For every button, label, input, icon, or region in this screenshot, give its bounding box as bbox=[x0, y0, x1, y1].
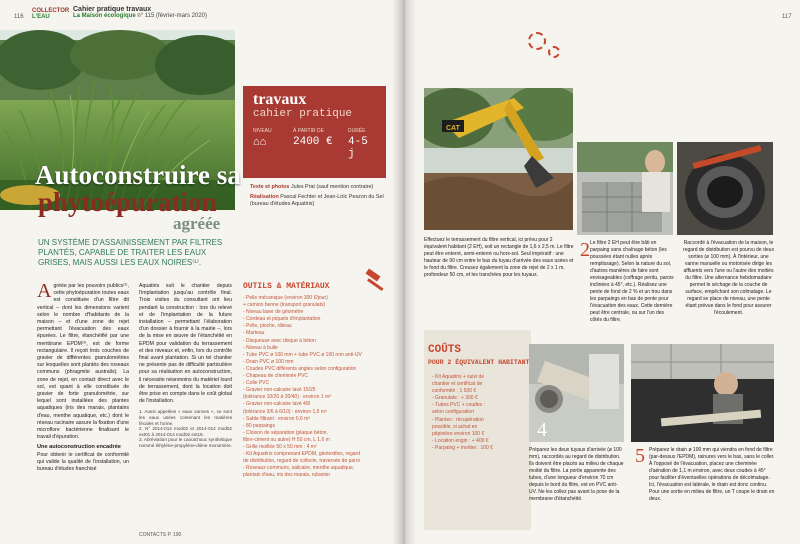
page-number-left: 116 bbox=[14, 14, 24, 20]
hammer-icon bbox=[362, 268, 390, 296]
tools-list: - Pelle mécanique (environ 300 €/jour) + camion benne (transport granulats) - Niveau laser de géomètre - Cordeau et piquets d'implantation - Pelle, pioche, râteau - Marteau - Disqueuse avec disque à béton - Niveau à bulle - Tube PVC ø 100 mm + tube PVC ø 100 mm anti-UV - Drain PVC ø 100 mm - Coudes PVC différents angles selon configuration - Chapeau de cheminée PVC - Colle PVC - Gravier non-calcaire lavé 15/25 (tolérance 10/20 à 20/40) : environ 1 m³ - Gravier non-calcaire lavé 4/8 (tolérance 3/6 à 6/10) : environ 1,5 m³ - Sable filtrant : environ 0,6 m³ - 80 parpaings - Cloison de séparation (plaque béton, fibre-ciment ou autre) H 50 cm, L 1,6 m - Grille moillée 50 x 50 mm : 4 m² - Kit Aquatiris comprenant EPDM, géotextiles, regard de distribution, regard de collecte, traversée de paroi - Roseaux communs, salicaire, menthe aquatique, plantain d'eau, iris des marais, rubanier bbox=[243, 295, 362, 479]
costs-list: - Kit Aquatiris + suivi de chantier et certificat de conformité : 1 500 € - Granulats : + 300 € - Tubes PVC + coudes : selon configuration - Plantes : récupération possible, si achat en pépinière environ 100 € - Location engin : + 400 € - Parpaing + mortier : 100 € bbox=[432, 374, 494, 451]
blockwork-photo bbox=[577, 142, 673, 235]
section-label: COLLECTOR L'EAU bbox=[32, 8, 70, 20]
step-1-caption: Effectuez le terrassement du filtre vertical, ici prévu pour 2 équivalent habitant (2 EH), soit un rectangle de 1,6 x 2,5 m. Le filtre peut être enterré, semi-enterré ou hors-sol. Seul impératif : une hauteur de 90 cm entre le bas du tuyau d'arrivée des eaux usées et le fond du filtre. Creusez également la zone de rejet de 2 x 1 m, profondeur 50 cm, et les tranchées pour les tuyaux. bbox=[424, 237, 574, 278]
box-title: travaux bbox=[253, 91, 307, 108]
title-line-2: phytoépuration bbox=[38, 187, 217, 217]
title-line-3: agréée bbox=[173, 214, 221, 233]
costs-subtitle: POUR 2 ÉQUIVALENT HABITANT bbox=[428, 359, 530, 366]
niveau-value: ⌂⌂ bbox=[253, 136, 267, 148]
distribution-box-photo bbox=[677, 142, 773, 235]
costs-box bbox=[424, 330, 531, 530]
pipe-photo bbox=[529, 344, 624, 442]
step-2-caption: Le filtre 2 EH peut être bâti en parpaing sans chaînage béton (les poussées étant nulles après remplissage). Selon la nature du sol, d'autres manières de faire sont envisageables (coffrage perdu, parois inclinées à 45°, etc.). Réalisez une pente de fond de 2 % et un trou dans les parpaings en bas de pente pour l'évacuation des eaux. Cette dernière peut être centrale, ou sur l'un des côtés du filtre. bbox=[590, 240, 674, 323]
drain-photo bbox=[631, 344, 774, 442]
step-5-caption: Préparez le drain ø 100 mm qui viendra en fond de filtre (par-dessus l'EPDM), rainures vers le bas, sans le coller. À l'opposé de l'évacuation, placez une cheminée d'aération de 1,1 m environ, avec deux coudes à 45° pour faciliter d'éventuelles opérations de décolmatage. Ici, l'évacuation est latérale, le drain est donc continu. Pour une sortie en milieu de filtre, un T coupe le drain en deux. bbox=[649, 447, 775, 502]
svg-text:CAT: CAT bbox=[446, 125, 460, 132]
right-page bbox=[400, 0, 800, 544]
project-stats: NIVEAU ⌂⌂ À PARTIR DE 2400 € DURÉE 4-5 j bbox=[253, 128, 378, 168]
gear-icon-small bbox=[548, 46, 560, 58]
step-5-number: 5 bbox=[635, 445, 645, 467]
body-column-1: A gréée par les pouvoirs publics⁽²⁾, cette phytoépuration toutes eaux est constituée d'un filtre dit vertical – dont les dimensions varient selon le nombre d'habitants de la maison – et d'une zone de rejet permettant l'évacuation des eaux épurées. Le filtre, étanchéifié par une membrane EPDM⁽³⁾, est de forme rectangulaire. Il reçoit trois couches de gravier de différentes granulométries sur lesquelles sont plantés des roseaux communs (phragmite australis). La zone de rejet, en contact direct avec le sol, est quant à elle constituée de gravier de forte granulométrie, sur lequel sont installées des plantes aquatiques (iris des marais, plantains d'eau, menthe aquatique, etc.) dont le réseau racinaire assure la fixation d'une microflore bactérienne finalisant le travail d'épuration. Une autoconstruction encadrée Pour obtenir le certificat de conformité qui valide la qualité de l'installation, un bureau d'études franchisé bbox=[37, 280, 129, 473]
lead-paragraph: UN SYSTÈME D'ASSAINISSEMENT PAR FILTRES PLANTÉS, CAPABLE DE TRAITER LES EAUX GRISES, MAIS AUSSI LES EAUX NOIRES⁽¹⁾. bbox=[38, 238, 223, 267]
box-subtitle: cahier pratique bbox=[253, 108, 353, 120]
page-gutter bbox=[392, 0, 416, 544]
budget-value: 2400 € bbox=[293, 136, 333, 148]
body-column-2: Aquatiris suit le chantier depuis l'implantation jusqu'au contrôle final. Trois visites du consultant ont lieu pendant la construction : lors du relevé et de l'implantation de la future installation – permettant l'élaboration d'un dossier à fournir à la mairie –, lors de la mise en œuvre de l'étanchéité en EPDM pour validation du terrassement et des niveaux et, enfin, lors du contrôle final avant plantation. Si un tel chantier ne présente pas de difficulté particulière pour sa réalisation en autoconstruction, il nécessite néanmoins du matériel lourd de terrassement, dont la location doit être prise en compte dans le coût global de l'installation. 1. Aussi appelées « eaux vannes », ce sont les eaux usées contenant les matières fécales et l'urine. 2. N° 2014-014 mod02 et 2014-014 mod02 ext01 à 2014-014 mod02 ext19. 3. Abréviation pour le caoutchouc synthétique nommé éthylène-propylène-diène monomère. bbox=[139, 283, 232, 449]
subheading: Une autoconstruction encadrée bbox=[37, 444, 121, 451]
step-4-caption: Préparez les deux tuyaux d'arrivée (ø 100 mm), raccordés au regard de distribution. Ils doivent être placés au milieu de chaque moitié du filtre. La portie apparente des tubes, d'une longueur d'environ 70 cm depuis le bord du filtre, est en PVC anti-UV. Ne les collez pas avant la pose de la membrane d'étanchéité. bbox=[529, 447, 624, 502]
costs-title: COÛTS bbox=[428, 344, 462, 356]
tools-title: OUTILS & MATÉRIAUX bbox=[243, 282, 330, 291]
page-number-right: 117 bbox=[782, 14, 792, 20]
step-3-caption: Raccordé à l'évacuation de la maison, le regard de distribution est pourvu de deux sorties (ø 100 mm). À l'intérieur, une vanne manuelle ou motorisée dirige les affluents vers l'une ou l'autre des moitiés du filtre. Une alternance hebdomadaire permet le séchage de la couche de surface, empêchant son colmatage. Le regard se place de niveau, une pente étant prévue dans le fond pour assurer l'écoulement. bbox=[683, 240, 774, 316]
project-info-box bbox=[243, 86, 386, 178]
step-4-number: 4 bbox=[537, 419, 547, 441]
footnotes: 1. Aussi appelées « eaux vannes », ce sont les eaux usées contenant les matières fécales et l'urine. 2. N° 2014-014 mod02 et 2014-014 mod02 ext01 à 2014-014 mod02 ext19. 3. Abréviation pour le caoutchouc synthétique nommé éthylène-propylène-diène monomère. bbox=[139, 409, 232, 449]
duree-value: 4-5 j bbox=[348, 136, 368, 160]
credits: Texte et photos Jules Prat (sauf mention contraire) Réalisation Pascal Fechter et Jean-Loïc Peszon du Sel (bureau d'études Aquatiris) bbox=[250, 184, 384, 207]
contacts-ref: CONTACTS P. 190 bbox=[139, 532, 182, 538]
gear-icon bbox=[528, 32, 546, 50]
page-header: Cahier pratique travaux La Maison écologique n° 115 (février-mars 2020) bbox=[73, 6, 208, 19]
step-2-number: 2 bbox=[580, 239, 590, 261]
drop-cap: A bbox=[37, 280, 52, 302]
excavator-photo bbox=[424, 88, 573, 230]
title-line-1: Autoconstruire sa bbox=[35, 160, 241, 190]
